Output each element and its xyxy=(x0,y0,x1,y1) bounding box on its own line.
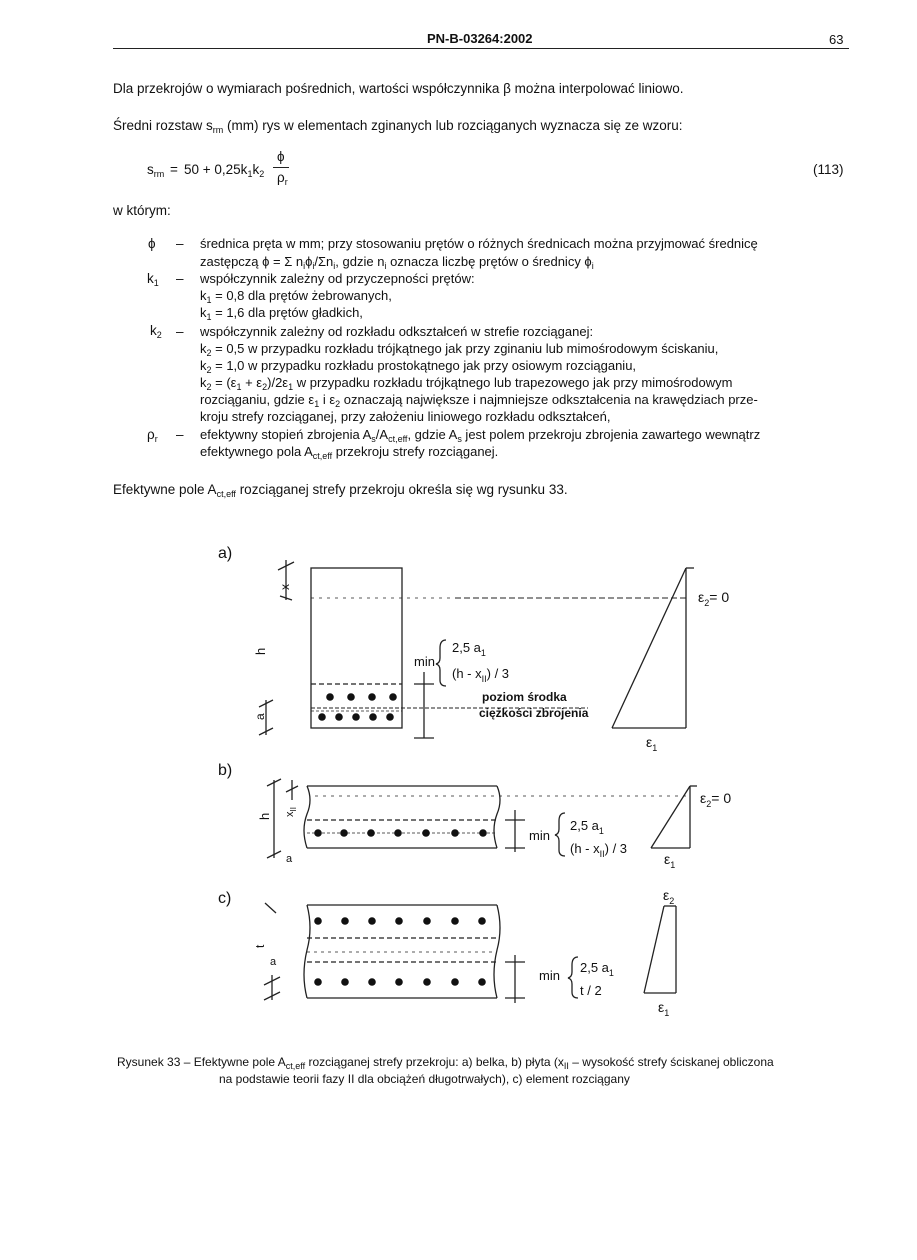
svg-text:a: a xyxy=(270,956,277,968)
svg-text:2,5 a1: 2,5 $a_1$ xyxy=(452,640,486,658)
paragraph-act-eff: Efektywne pole $A_{ct,eff}$ rozciąganej strefy przekroju określa się wg rysunku 33. xyxy=(113,482,568,499)
label-b: b) xyxy=(218,762,233,779)
formula-number: (113) xyxy=(813,162,844,177)
svg-text:a: a xyxy=(286,853,293,865)
svg-text:2,5 a1: 2,5 $a_1$ xyxy=(580,960,614,978)
label-a: a) xyxy=(218,545,233,562)
svg-text:ε1: $\varepsilon_1$ xyxy=(664,851,676,870)
paragraph-srm-intro: Średni rozstaw $s_{rm}$ (mm) rys w elementach zginanych lub rozciąganych wyznacza się ze wzoru: xyxy=(113,118,683,135)
svg-text:h: h xyxy=(257,812,272,820)
svg-text:min: min xyxy=(529,828,550,843)
svg-text:(h - xII) / 3: $(h - x_{II}) / 3$ xyxy=(570,841,628,859)
svg-text:ε2= 0: $\varepsilon_2= 0$ xyxy=(700,790,732,809)
svg-text:min: min xyxy=(539,968,560,983)
svg-text:ε2= 0: $\varepsilon_2= 0$ xyxy=(698,589,730,608)
svg-text:xII: $x_{II}$ xyxy=(284,807,298,817)
svg-text:min: min xyxy=(414,654,435,669)
figure-c-tension-member xyxy=(218,887,676,1018)
svg-text:ε1: $\varepsilon_1$ xyxy=(646,734,658,753)
standard-header: PN-B-03264:2002 xyxy=(427,31,533,46)
figure-a-beam xyxy=(218,545,729,753)
paragraph-interpolation: Dla przekrojów o wymiarach pośrednich, wartości współczynnika β można interpolować liniowo. xyxy=(113,81,684,96)
beam-section xyxy=(311,568,402,728)
svg-text:(h - xII) / 3: $(h - x_{II}) / 3$ xyxy=(452,666,510,684)
svg-text:ciężkości zbrojenia: ciężkości zbrojenia xyxy=(479,706,589,720)
page-number: 63 xyxy=(829,32,844,47)
svg-text:a: a xyxy=(253,713,267,720)
svg-text:ε2: $\varepsilon_2$ xyxy=(663,887,675,906)
svg-text:t / 2: t / 2 xyxy=(580,983,602,998)
svg-text:poziom środka: poziom środka xyxy=(482,690,567,704)
svg-text:t: t xyxy=(253,944,267,948)
svg-text:h: h xyxy=(253,647,268,655)
paragraph-w-ktorym: w którym: xyxy=(113,203,171,218)
svg-text:x: x xyxy=(278,584,292,590)
figure-b-slab xyxy=(218,762,731,870)
svg-text:2,5 a1: 2,5 $a_1$ xyxy=(570,818,604,836)
svg-text:ε1: $\varepsilon_1$ xyxy=(658,999,670,1018)
label-c: c) xyxy=(218,890,232,907)
